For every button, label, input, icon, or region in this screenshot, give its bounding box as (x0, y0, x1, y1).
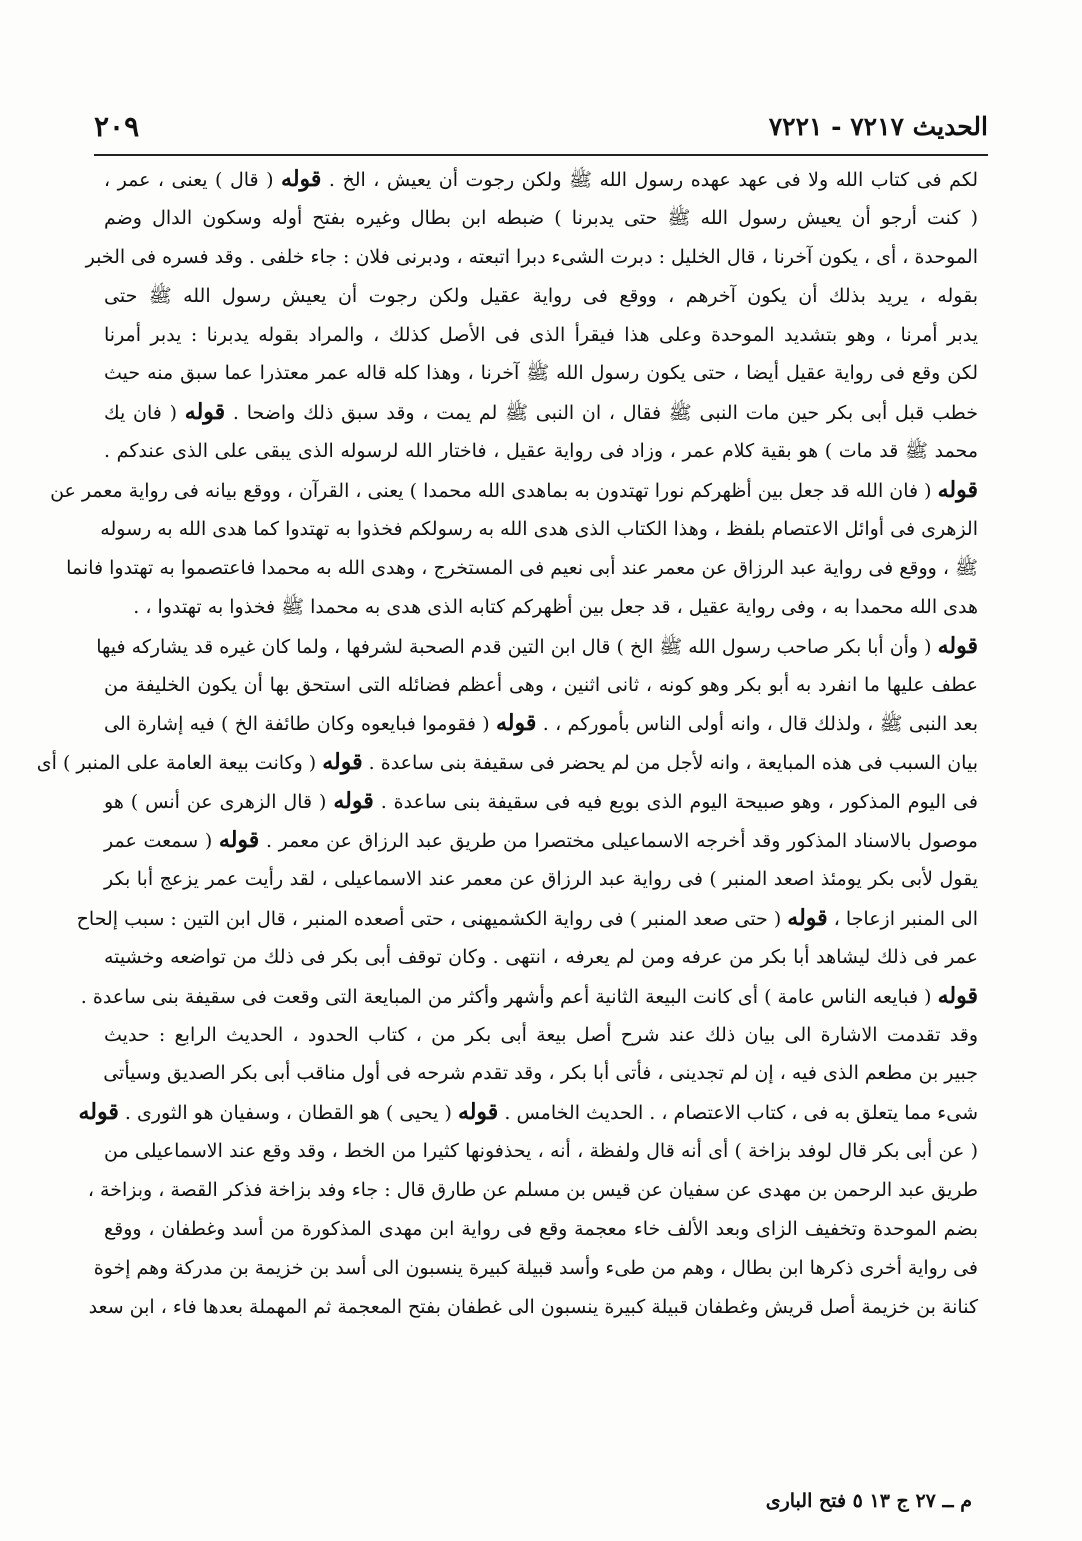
line-text: فى اليوم المذكور ، وهو صبيحة اليوم الذى بويع فيه فى سقيفة بنى ساعدة . (373, 791, 978, 814)
line-text: ﷺ ، ووقع فى رواية عبد الرزاق عن معمر عند أبى نعيم فى المستخرج ، وهدى الله به محمدا فاعتصموا به تهتدوا فانما (66, 556, 978, 579)
line-text: بعد النبى ﷺ ، ولذلك قال ، وانه أولى الناس بأموركم ، . (536, 713, 978, 736)
line-text: خطب قبل أبى بكر حين مات النبى ﷺ فقال ، ان النبى ﷺ لم يمت ، وقد سبق ذلك واضحا . (225, 402, 978, 425)
line-text: لكن وقع فى رواية عقيل أيضا ، حتى يكون رسول الله ﷺ آخرنا ، وهذا كله قاله عمر معتذرا عما سبق منه حيث (104, 362, 978, 385)
line-text: ( حتى صعد المنبر ) فى رواية الكشميهنى ، حتى أصعده المنبر ، قال ابن التين : سبب إلحاح (76, 907, 788, 930)
text-line (100, 510, 978, 549)
qawlihi-marker: قوله (457, 1099, 499, 1126)
text-line (104, 860, 978, 899)
line-text: عمر فى ذلك ليشاهد أبا بكر من عرفه ومن لم يعرفه ، انتهى . وكان توقف أبى بكر فى ذلك من تواضعه وخشيته (104, 945, 978, 968)
line-text: يدبر أمرنا ، وهو بتشديد الموحدة وعلى هذا فيقرأ الذى فى الأصل كذلك ، والمراد بقوله يدبرنا : يدبر أمرنا (104, 323, 978, 346)
text-line (80, 977, 978, 1016)
qawlihi-marker: قوله (496, 710, 537, 737)
text-line (104, 782, 978, 821)
line-text: هدى الله محمدا به ، وفى رواية عقيل ، قد جعل بين أظهركم كتابه الذى هدى به محمدا ﷺ فخذوا به تهتدوا ، . (133, 595, 978, 618)
text-line (104, 354, 978, 393)
text-line (104, 1132, 978, 1171)
header-title: الحديث ٧٢١٧ - ٧٢٢١ (768, 111, 988, 141)
line-text: ( وأن أبا بكر صاحب رسول الله ﷺ الخ ) قال ابن التين قدم الصحبة لشرفها ، ولما كان غيره قد يشاركه فيها (96, 635, 938, 658)
line-text: الزهرى فى أوائل الاعتصام بلفظ ، وهذا الكتاب الذى هدى الله به رسولكم فخذوا به تهتدوا كما هدى الله به رسوله (100, 518, 978, 541)
line-text: فى رواية أخرى ذكرها ابن بطال ، وهم من طىء وأسد قبيلة كبيرة ينسبون الى أسد بن خزيمة بن مدركة وهم إخوة (93, 1256, 978, 1279)
line-text: بقوله ، يريد بذلك أن يكون آخرهم ، ووقع فى رواية عقيل ولكن رجوت أن يعيش رسول الله ﷺ حتى (104, 284, 978, 307)
text-line (104, 1016, 978, 1055)
qawlihi-marker: قوله (184, 399, 226, 426)
text-line (104, 432, 978, 471)
line-text: ( سمعت عمر (104, 830, 219, 853)
qawlihi-marker: قوله (78, 1099, 119, 1126)
qawlihi-marker: قوله (218, 827, 260, 854)
text-line (104, 1054, 978, 1093)
line-text: ( عن أبى بكر قال لوفد بزاخة ) أى أنه قال ولفظة ، أنه ، يحذفونها كثيرا من الخط ، وقد وقع عند الاسماعيلى من (104, 1140, 978, 1163)
text-line (66, 549, 978, 588)
line-text: لكم فى كتاب الله ولا فى عهد عهده رسول الله ﷺ ولكن رجوت أن يعيش ، الخ . (321, 169, 979, 191)
qawlihi-marker: قوله (322, 749, 363, 776)
qawlihi-marker: قوله (937, 632, 978, 659)
text-line (104, 666, 978, 705)
footer-signature: م ــ ٢٧ ج ١٣ ٥ فتح البارى (765, 1490, 972, 1512)
line-text: وقد تقدمت الاشارة الى بيان ذلك عند شرح أصل بيعة أبى بكر من ، كتاب الحدود ، الحديث الرابع : حديث (104, 1023, 978, 1046)
qawlihi-marker: قوله (787, 904, 828, 931)
text-line (104, 704, 978, 743)
line-text: ( يحيى ) هو القطان ، وسفيان هو الثورى . (118, 1102, 458, 1125)
line-text: ( وكانت بيعة العامة على المنبر ) أى (36, 752, 323, 775)
line-text: ( كنت أرجو أن يعيش رسول الله ﷺ حتى يدبرنا ) ضبطه ابن بطال وغيره بفتح أوله وسكون الدال وضم (104, 206, 978, 229)
text-line (104, 277, 978, 316)
commentary-body (36, 160, 979, 1327)
text-line (36, 743, 978, 782)
text-line (78, 1093, 978, 1132)
header-rule (94, 154, 988, 156)
line-text: بضم الموحدة وتخفيف الزاى وبعد الألف خاء معجمة وقع فى رواية ابن مهدى المذكورة من أسد وغطفان ، ووقع (104, 1218, 978, 1241)
running-header (94, 104, 988, 148)
text-line (76, 899, 978, 938)
line-text: طريق عبد الرحمن بن مهدى عن سفيان عن قيس بن مسلم عن طارق قال : جاء وفد بزاخة فذكر القصة ، وبزاخة ، (87, 1179, 978, 1202)
line-text: الى المنبر ازعاجا ، (827, 907, 978, 930)
text-line (104, 393, 978, 432)
line-text: يقول لأبى بكر يومئذ اصعد المنبر ) فى رواية عبد الرزاق عن معمر عند الاسماعيلى ، لقد رأيت عمر يزعج أبا بكر (104, 868, 978, 891)
text-line (104, 160, 978, 199)
line-text: شىء مما يتعلق به فى ، كتاب الاعتصام ، . الحديث الخامس . (498, 1102, 978, 1125)
line-text: كنانة بن خزيمة أصل قريش وغطفان قبيلة كبيرة ينسبون الى غطفان بفتح المعجمة ثم المهملة بعدها فاء ، ابن سعد (88, 1295, 978, 1318)
line-text: ( فان يك (104, 402, 185, 425)
qawlihi-marker: قوله (333, 788, 374, 815)
text-line (88, 1288, 978, 1327)
line-text: موصول بالاسناد المذكور وقد أخرجه الاسماعيلى مختصرا من طريق عبد الرزاق عن معمر . (259, 830, 978, 853)
line-text: الموحدة ، أى ، يكون آخرنا ، قال الخليل : دبرت الشىء دبرا اتبعته ، ودبرنى فلان : جاء خلفى . وقد فسره فى الخبر (85, 245, 978, 268)
qawlihi-marker: قوله (937, 982, 978, 1009)
text-line (50, 471, 978, 510)
line-text: ( فبايعه الناس عامة ) أى كانت البيعة الثانية أعم وأشهر وأكثر من المبايعة التى وقعت فى سقيفة بنى ساعدة . (80, 985, 938, 1008)
page-number: ٢٠٩ (94, 109, 140, 143)
text-line (104, 1210, 978, 1249)
text-line (104, 821, 978, 860)
line-text: بيان السبب فى هذه المبايعة ، وانه لأجل من لم يحضر فى سقيفة بنى ساعدة . (362, 752, 978, 775)
line-text: جبير بن مطعم الذى فيه ، إن لم تجدينى ، فأتى أبا بكر ، وقد تقدم شرحه فى أول مناقب أبى بكر الصديق وسيأتى (103, 1062, 978, 1085)
line-text: ( قال ) يعنى ، عمر ، (104, 169, 282, 191)
text-line (85, 238, 978, 277)
line-text: ( قال الزهرى عن أنس ) هو (104, 791, 334, 814)
text-line (93, 1249, 978, 1288)
text-line (96, 627, 978, 666)
text-line (104, 588, 978, 627)
text-line (104, 938, 978, 977)
text-line (87, 1171, 978, 1210)
qawlihi-marker: قوله (937, 477, 978, 504)
line-text: ( فقوموا فبايعوه وكان طائفة الخ ) فيه إشارة الى (104, 713, 497, 736)
line-text: ( فان الله قد جعل بين أظهركم نورا تهتدون به بماهدى الله محمدا ) يعنى ، القرآن ، ووقع بيانه فى رواية معمر عن (50, 480, 938, 503)
qawlihi-marker: قوله (281, 166, 322, 192)
line-text: عطف عليها ما انفرد به أبو بكر وهو كونه ، ثانى اثنين ، وهى أعظم فضائله التى استحق بها أن يكون الخليفة من (104, 673, 979, 696)
text-line (104, 199, 978, 238)
line-text: محمد ﷺ قد مات ) هو بقية كلام عمر ، وزاد فى رواية عقيل ، فاختار الله لرسوله الذى يبقى على الذى عندكم . (104, 440, 978, 463)
text-line (104, 316, 978, 355)
